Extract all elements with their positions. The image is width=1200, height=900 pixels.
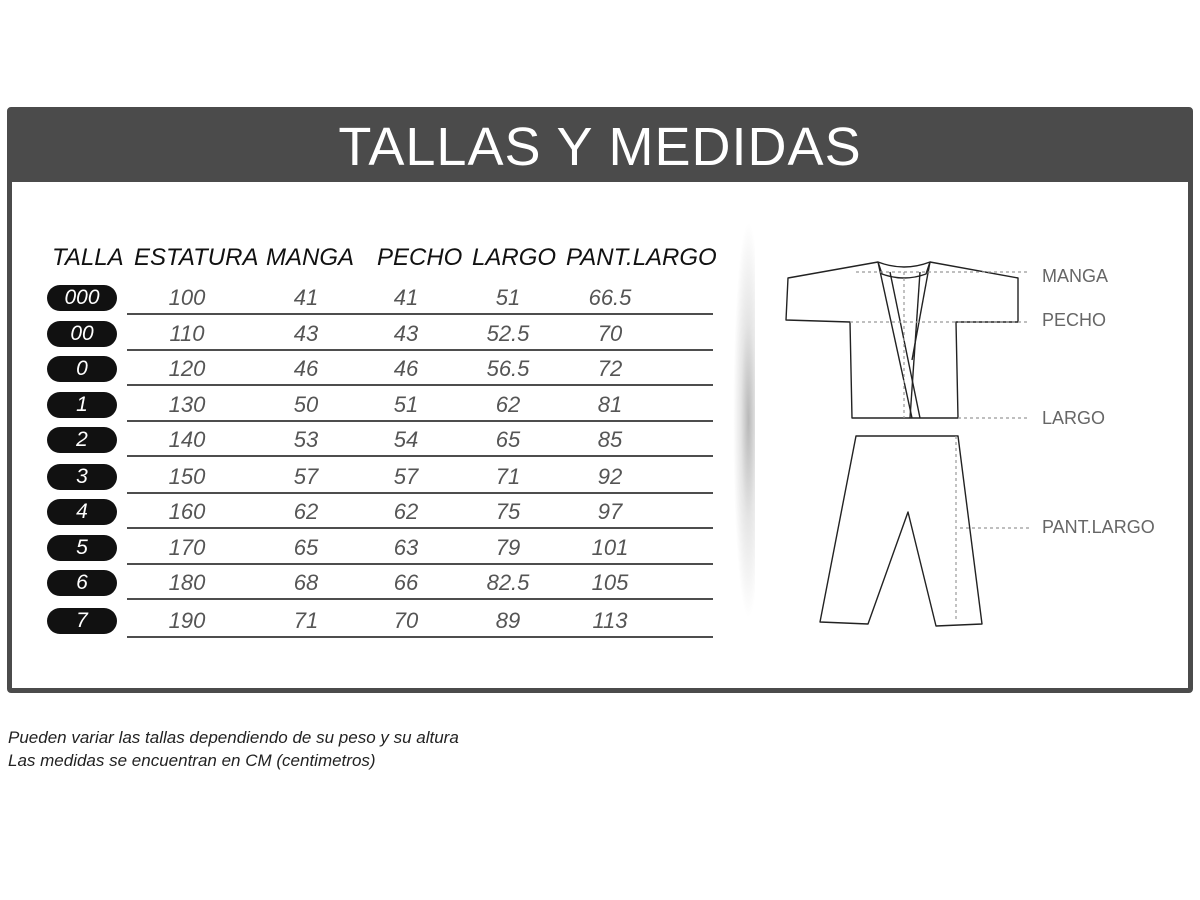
cell-manga: 53 xyxy=(293,427,319,452)
garment-diagram xyxy=(770,250,1030,645)
cell-estatura: 170 xyxy=(168,535,206,560)
size-badge: 4 xyxy=(47,499,117,525)
cell-manga: 68 xyxy=(293,570,319,595)
cell-estatura: 160 xyxy=(168,499,206,524)
cell-manga: 71 xyxy=(293,608,319,633)
cell-pecho: 51 xyxy=(393,392,419,417)
table-row xyxy=(0,388,740,424)
cell-pecho: 54 xyxy=(393,427,419,452)
cell-manga: 50 xyxy=(293,392,319,417)
column-header-pant-largo: PANT.LARGO xyxy=(566,244,717,271)
title-bar xyxy=(12,112,1188,182)
row-divider xyxy=(127,420,713,422)
cell-pecho: 66 xyxy=(393,570,419,595)
cell-estatura: 140 xyxy=(168,427,206,452)
jacket-collar xyxy=(878,262,930,278)
column-header-talla: TALLA xyxy=(52,244,124,271)
cell-manga: 57 xyxy=(293,464,319,489)
cell-pant-largo: 105 xyxy=(591,570,629,595)
cell-manga: 46 xyxy=(293,356,319,381)
cell-pecho: 57 xyxy=(393,464,419,489)
diagram-label-manga: MANGA xyxy=(1042,266,1109,286)
cell-estatura: 130 xyxy=(168,392,206,417)
cell-pecho: 46 xyxy=(393,356,419,381)
cell-pecho: 70 xyxy=(393,608,419,633)
cell-pecho: 43 xyxy=(393,321,419,346)
cell-largo: 82.5 xyxy=(486,570,530,595)
cell-pant-largo: 92 xyxy=(597,464,623,489)
cell-pant-largo: 70 xyxy=(597,321,623,346)
cell-largo: 79 xyxy=(495,535,521,560)
cell-largo: 62 xyxy=(495,392,521,417)
cell-pecho: 62 xyxy=(393,499,419,524)
cell-largo: 56.5 xyxy=(486,356,530,381)
column-header-largo: LARGO xyxy=(472,244,557,271)
cell-estatura: 180 xyxy=(168,570,206,595)
cell-manga: 43 xyxy=(293,321,319,346)
cell-pecho: 41 xyxy=(393,285,419,310)
row-divider xyxy=(127,313,713,315)
footnote-units: Las medidas se encuentran en CM (centimetros) xyxy=(8,751,376,770)
size-badge: 00 xyxy=(47,321,117,347)
cell-estatura: 150 xyxy=(168,464,206,489)
cell-manga: 65 xyxy=(293,535,319,560)
cell-largo: 65 xyxy=(495,427,521,452)
size-badge: 2 xyxy=(47,427,117,453)
cell-estatura: 110 xyxy=(169,321,205,346)
row-divider xyxy=(127,492,713,494)
table-row xyxy=(0,352,740,388)
column-header-pecho: PECHO xyxy=(377,244,463,271)
row-divider xyxy=(127,384,713,386)
table-row xyxy=(0,423,740,459)
pants-outline xyxy=(820,436,982,626)
diagram-label-largo: LARGO xyxy=(1042,408,1106,428)
footnote-size-variation: Pueden variar las tallas dependiendo de su peso y su altura xyxy=(8,728,459,747)
cell-pant-largo: 66.5 xyxy=(588,285,632,310)
cell-pant-largo: 81 xyxy=(597,392,623,417)
size-badge: 5 xyxy=(47,535,117,561)
diagram-label-pant-largo: PANT.LARGO xyxy=(1042,517,1155,537)
cell-pant-largo: 97 xyxy=(597,499,623,524)
lapel-left xyxy=(878,262,912,418)
table-row xyxy=(0,566,740,602)
kimono-illustration xyxy=(770,250,1030,640)
cell-pant-largo: 113 xyxy=(592,608,628,633)
cell-pant-largo: 101 xyxy=(591,535,629,560)
cell-largo: 52.5 xyxy=(486,321,530,346)
row-divider xyxy=(127,598,713,600)
page-title: TALLAS Y MEDIDAS xyxy=(338,117,862,177)
row-divider xyxy=(127,455,713,457)
cell-estatura: 100 xyxy=(168,285,206,310)
size-badge: 6 xyxy=(47,570,117,596)
size-badge: 7 xyxy=(47,608,117,634)
cell-estatura: 120 xyxy=(168,356,206,381)
table-row xyxy=(0,317,740,353)
size-badge: 1 xyxy=(47,392,117,418)
cell-manga: 62 xyxy=(293,499,319,524)
row-divider xyxy=(127,349,713,351)
size-badge: 0 xyxy=(47,356,117,382)
cell-manga: 41 xyxy=(293,285,319,310)
row-divider xyxy=(127,636,713,638)
table-row xyxy=(0,604,740,640)
table-row xyxy=(0,531,740,567)
cell-largo: 89 xyxy=(495,608,521,633)
column-header-manga: MANGA xyxy=(266,244,355,271)
row-divider xyxy=(127,563,713,565)
table-row xyxy=(0,460,740,496)
table-row xyxy=(0,281,740,317)
cell-estatura: 190 xyxy=(168,608,206,633)
size-badge: 000 xyxy=(47,285,117,311)
divider-shadow xyxy=(733,220,755,620)
jacket-outline xyxy=(786,262,1018,418)
cell-largo: 75 xyxy=(495,499,521,524)
diagram-label-pecho: PECHO xyxy=(1042,310,1107,330)
row-divider xyxy=(127,527,713,529)
size-badge: 3 xyxy=(47,464,117,490)
cell-largo: 51 xyxy=(495,285,521,310)
cell-pant-largo: 72 xyxy=(597,356,623,381)
table-row xyxy=(0,495,740,531)
cell-largo: 71 xyxy=(495,464,521,489)
cell-pant-largo: 85 xyxy=(597,427,623,452)
cell-pecho: 63 xyxy=(393,535,419,560)
column-header-estatura: ESTATURA xyxy=(134,244,259,271)
